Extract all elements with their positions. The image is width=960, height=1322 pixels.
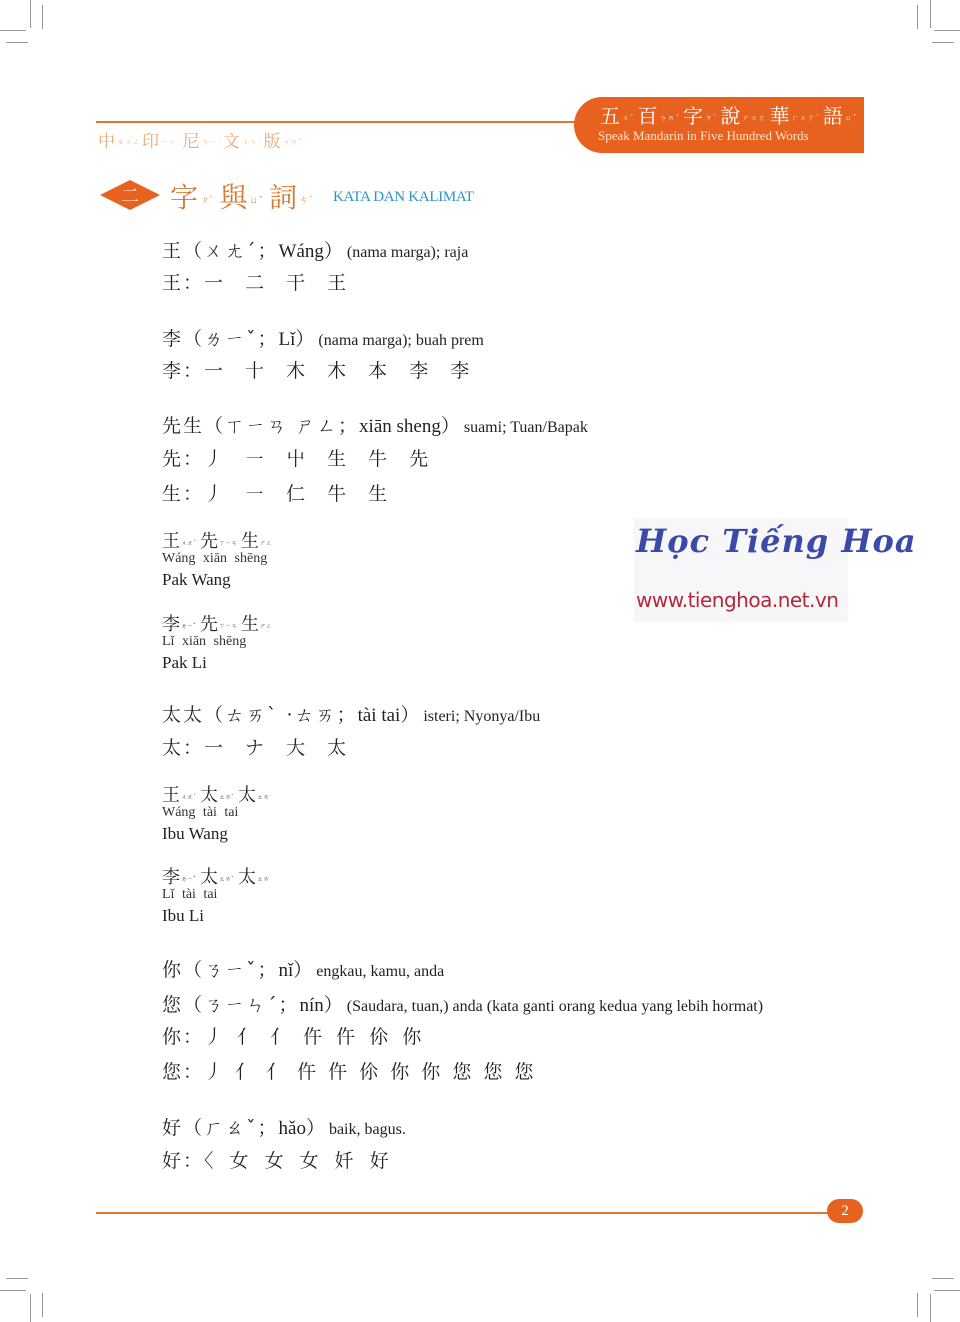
pinyin: tài tai） [357, 705, 420, 726]
stroke-order-ni [162, 1022, 425, 1049]
stroke-sequence: 〈 女 女 女 奷 好 [204, 1150, 394, 1172]
stroke-sequence: 一 二 干 王 [204, 272, 355, 294]
section-number-badge [100, 180, 160, 210]
edition-char: 文 [223, 132, 241, 152]
definition: suami; Tuan/Bapak [463, 419, 588, 436]
zhuyin-ruby: ㄗˋ [200, 195, 214, 206]
example-translation: Ibu Wang [162, 824, 228, 843]
zhuyin-ruby: ㄊㄞˋ [219, 875, 235, 883]
zhuyin-ruby: ㄊㄞ [257, 793, 270, 801]
stroke-label: 太： [162, 737, 205, 759]
crop-mark [0, 1290, 26, 1291]
stroke-label: 王： [162, 272, 205, 294]
zhuyin-ruby: ㄕㄨㄛ [742, 113, 767, 122]
crop-mark [30, 0, 31, 28]
zhuyin-ruby: ㄧㄣˋ [161, 138, 182, 146]
example-char: 先 [200, 614, 219, 635]
example-char: 王 [162, 785, 180, 806]
stroke-label: 生： [162, 483, 205, 505]
stroke-sequence: 一 十 木 木 本 李 李 [204, 360, 478, 382]
example-zh [162, 781, 273, 807]
stroke-order-tai [162, 733, 354, 760]
example-char: 太 [200, 785, 219, 806]
example-char: 李 [162, 614, 180, 635]
zhuyin-ruby: ㄨㄣˊ [242, 138, 263, 146]
definition: baik, bagus. [328, 1121, 406, 1138]
pinyin: nǐ） [278, 960, 313, 981]
crop-mark [42, 1293, 43, 1317]
footer-rule [96, 1212, 836, 1214]
title-char: 百 [637, 104, 659, 128]
example-zh [162, 863, 273, 889]
title-char: 華 [769, 104, 791, 128]
entry-wang [162, 236, 468, 263]
crop-mark [934, 1290, 960, 1291]
zhuyin-ruby: ㄩˇ [249, 195, 264, 206]
zhuyin-ruby: ㄏㄨㄚˊ [791, 113, 820, 122]
watermark-script: Học Tiếng Hoa [636, 522, 917, 560]
zhuyin-ruby: ㄊㄞ [257, 875, 270, 883]
headword: 太太（ㄊㄞˋ ·ㄊㄞ； [162, 704, 358, 726]
stroke-label: 好： [162, 1150, 205, 1172]
example-translation: Ibu Li [162, 906, 205, 925]
example-char: 生 [241, 614, 260, 635]
example-pinyin: Lǐ xiān shēng [162, 634, 247, 649]
stroke-sequence: 一 ナ 大 太 [204, 737, 355, 759]
entry-nin [162, 990, 763, 1017]
zhuyin-ruby: ㄗˋ [705, 113, 718, 122]
stroke-sequence: 丿 ㇐ 仁 牛 生 [204, 483, 396, 505]
zhuyin-ruby: ㄒㄧㄢ [219, 622, 238, 630]
example-char: 先 [200, 531, 219, 552]
pinyin: hǎo） [278, 1118, 325, 1139]
stroke-order-xian [162, 444, 436, 471]
stroke-label: 您： [162, 1061, 205, 1083]
crop-mark [6, 42, 28, 43]
entry-xiansheng [162, 411, 588, 438]
example-translation: Pak Li [162, 653, 207, 672]
crop-mark [930, 0, 931, 28]
entry-taitai [162, 700, 540, 727]
stroke-order-sheng [162, 479, 395, 506]
headword: 李（ㄌㄧˇ； [162, 328, 279, 350]
definition: (nama marga); raja [346, 244, 469, 261]
edition-char: 印 [142, 132, 160, 152]
edition-char: 中 [98, 132, 116, 152]
page-number: 2 [827, 1199, 863, 1223]
edition-char: 尼 [182, 132, 201, 152]
zhuyin-ruby: ㄅㄢˇ [282, 138, 303, 146]
section-number: 二 [121, 186, 139, 207]
stroke-label: 李： [162, 360, 205, 382]
zhuyin-ruby: ㄒㄧㄢ [219, 539, 238, 547]
definition: (Saudara, tuan,) anda (kata ganti orang kedua yang lebih hormat) [346, 998, 764, 1015]
crop-mark [42, 5, 43, 29]
book-title-en: Speak Mandarin in Five Hundred Words [598, 128, 809, 143]
zhuyin-ruby: ㄅㄞˇ [659, 113, 680, 122]
example-char: 李 [162, 867, 180, 888]
stroke-label: 先： [162, 448, 205, 470]
title-char: 說 [720, 104, 742, 128]
book-title-zh [600, 100, 861, 129]
headword: 你（ㄋㄧˇ； [162, 959, 279, 981]
zhuyin-ruby: ㄘˊ [299, 195, 313, 206]
pinyin: xiān sheng） [359, 416, 460, 437]
stroke-sequence: 丿 ㇐ 屮 生 牛 先 [204, 448, 437, 470]
example-char: 太 [200, 867, 219, 888]
crop-mark [934, 30, 960, 31]
header-rule [96, 121, 586, 123]
zhuyin-ruby: ㄩˇ [845, 113, 858, 122]
example-char: 太 [238, 785, 257, 806]
example-char: 太 [238, 867, 257, 888]
entry-hao [162, 1113, 406, 1140]
zhuyin-ruby: ㄓㄨㄥ [117, 138, 141, 146]
headword: 好（ㄏㄠˇ； [162, 1117, 279, 1139]
zhuyin-ruby: ㄕㄥ [260, 622, 273, 630]
stroke-order-li [162, 356, 477, 383]
zhuyin-ruby: ㄨㄤˊ [181, 793, 197, 801]
watermark-url: www.tienghoa.net.vn [636, 588, 839, 612]
stroke-order-nin [162, 1057, 536, 1084]
example-pinyin: Wáng tài tai [162, 805, 239, 820]
pinyin: nín） [299, 995, 343, 1016]
stroke-label: 你： [162, 1026, 205, 1048]
example-char: 生 [241, 531, 260, 552]
headword: 您（ㄋㄧㄣˊ； [162, 994, 300, 1016]
pinyin: Wáng） [278, 241, 343, 262]
zhuyin-ruby: ㄋㄧˊ [201, 138, 222, 146]
zhuyin-ruby: ㄊㄞˋ [219, 793, 235, 801]
crop-mark [917, 5, 918, 29]
crop-mark [0, 30, 26, 31]
example-translation: Pak Wang [162, 570, 231, 589]
stroke-order-hao [162, 1146, 394, 1173]
crop-mark [932, 1278, 954, 1279]
pinyin: Lǐ） [278, 329, 315, 350]
zhuyin-ruby: ㄌㄧˇ [181, 875, 197, 883]
stroke-order-wang [162, 268, 354, 295]
definition: engkau, kamu, anda [316, 963, 445, 980]
example-pinyin: Lǐ tài tai [162, 887, 218, 902]
title-char: 字 [683, 104, 704, 128]
crop-mark [30, 1294, 31, 1322]
crop-mark [932, 42, 954, 43]
zhuyin-ruby: ㄨˇ [622, 113, 635, 122]
section-char: 詞 [269, 181, 298, 214]
definition: isteri; Nyonya/Ibu [423, 708, 541, 725]
headword: 王（ㄨㄤˊ； [162, 240, 279, 262]
edition-char: 版 [263, 132, 282, 152]
zhuyin-ruby: ㄨㄤˊ [181, 539, 197, 547]
crop-mark [930, 1294, 931, 1322]
section-title-en: KATA DAN KALIMAT [333, 189, 474, 205]
example-zh [162, 527, 276, 553]
zhuyin-ruby: ㄕㄥ [260, 539, 273, 547]
section-title-zh [170, 176, 319, 216]
definition: (nama marga); buah prem [318, 332, 484, 349]
stroke-sequence: 丿 亻 亻 仵 仵 伱 你 你 您 您 您 [204, 1061, 537, 1083]
entry-ni [162, 955, 444, 982]
edition-title [98, 127, 304, 152]
headword: 先生（ㄒㄧㄢ ㄕㄥ； [162, 415, 360, 437]
stroke-sequence: 丿 亻 亻 仵 仵 伱 你 [204, 1026, 426, 1048]
section-char: 與 [219, 181, 248, 214]
example-pinyin: Wáng xiān shēng [162, 551, 268, 566]
entry-li [162, 324, 484, 351]
crop-mark [6, 1278, 28, 1279]
title-char: 五 [600, 104, 621, 128]
example-char: 王 [162, 531, 180, 552]
title-char: 語 [823, 104, 844, 128]
example-zh [162, 610, 276, 636]
zhuyin-ruby: ㄌㄧˇ [181, 622, 197, 630]
crop-mark [917, 1293, 918, 1317]
section-char: 字 [170, 181, 199, 214]
